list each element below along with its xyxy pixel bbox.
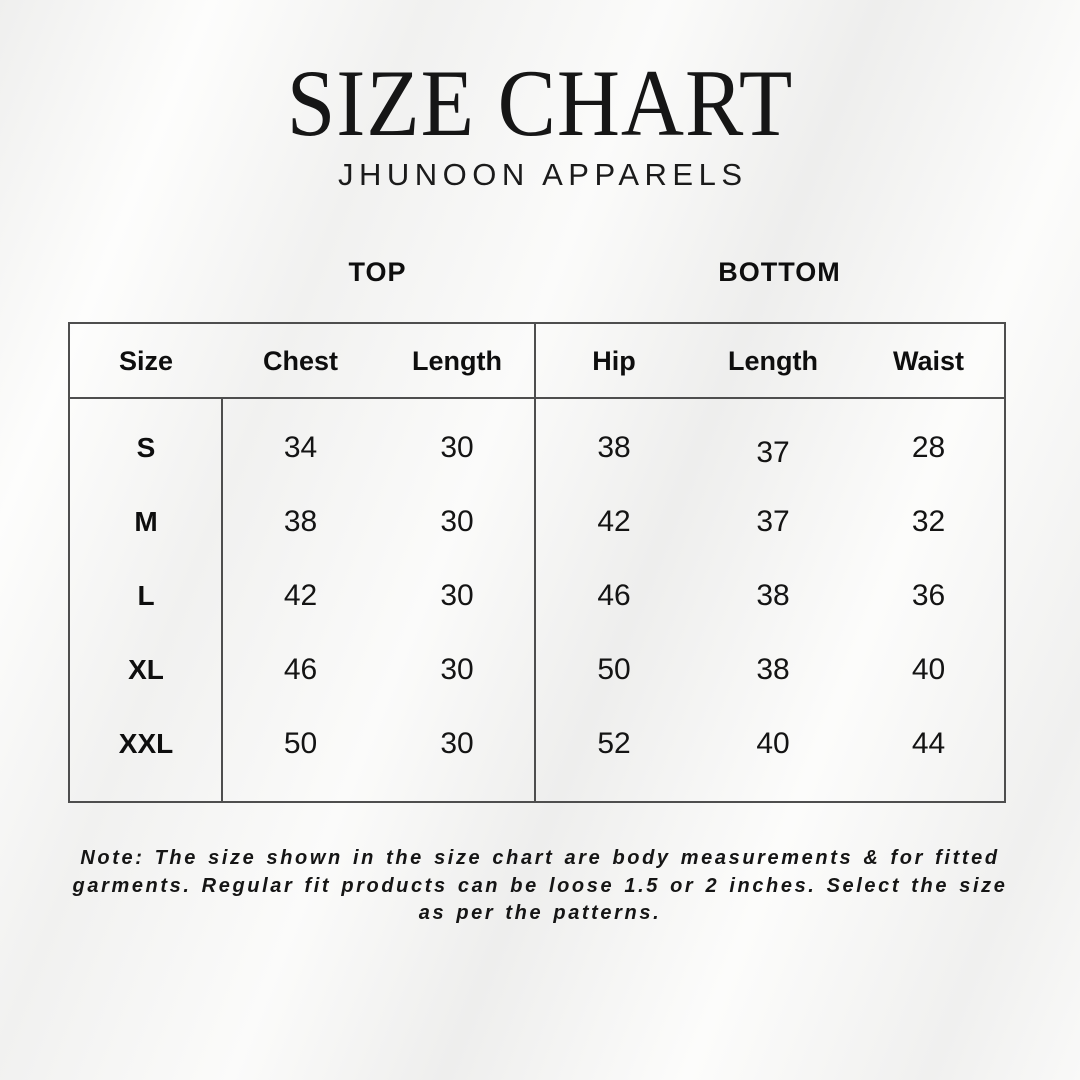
row-xl-length-top: 30 (440, 653, 474, 686)
header-divider-line (70, 397, 1004, 399)
row-xxl-chest: 50 (283, 727, 318, 760)
column-header-chest: Chest (262, 346, 338, 376)
row-xxl-waist: 44 (911, 727, 946, 760)
column-header-length-top: Length (412, 346, 502, 376)
row-xl-chest: 46 (283, 653, 318, 686)
row-l-size: L (137, 580, 155, 611)
column-header-length-bottom: Length (728, 346, 818, 376)
note-text: Note: The size shown in the size chart are body measurements & for fitted garments. Regular fit products can be loose 1.5 or 2 inches. Select the size as per the patterns. (72, 847, 1008, 924)
row-xl-hip: 50 (597, 653, 631, 686)
row-s-waist: 28 (911, 431, 946, 464)
row-l-length-top: 30 (440, 579, 474, 612)
row-xxl-hip: 52 (597, 727, 631, 760)
row-m-waist: 32 (911, 505, 946, 538)
row-s-length-top: 30 (440, 431, 474, 464)
row-xxl-size: XXL (118, 728, 174, 759)
section-label-bottom: BOTTOM (718, 257, 841, 287)
row-m-hip: 42 (597, 505, 631, 538)
size-table (68, 322, 1006, 803)
row-l-chest: 42 (283, 579, 318, 612)
row-s-chest: 34 (283, 431, 318, 464)
column-header-size: Size (118, 346, 174, 376)
row-xl-length-bottom: 38 (756, 653, 790, 686)
brand-subtitle: JHUNOON APPARELS (337, 157, 748, 192)
row-l-waist: 36 (911, 579, 946, 612)
column-header-waist: Waist (892, 346, 964, 376)
row-m-length-top: 30 (440, 505, 474, 538)
row-xxl-length-bottom: 40 (756, 727, 790, 760)
row-xxl-length-top: 30 (440, 727, 474, 760)
table-spacer (70, 399, 1004, 411)
row-l-length-bottom: 38 (756, 579, 790, 612)
row-s-size: S (136, 432, 156, 463)
row-xl-size: XL (128, 654, 164, 685)
row-xl-waist: 40 (911, 653, 946, 686)
top-bottom-divider-line (534, 324, 536, 801)
row-m-length-bottom: 37 (756, 505, 790, 538)
row-m-chest: 38 (283, 505, 318, 538)
row-s-length-bottom: 37 (756, 436, 790, 469)
row-l-hip: 46 (597, 579, 631, 612)
row-s-hip: 38 (597, 431, 631, 464)
row-m-size: M (134, 506, 158, 537)
column-header-hip: Hip (592, 346, 636, 376)
section-label-top: TOP (348, 257, 407, 287)
size-column-divider-line (221, 399, 223, 801)
page-title: SIZE CHART (286, 50, 794, 156)
